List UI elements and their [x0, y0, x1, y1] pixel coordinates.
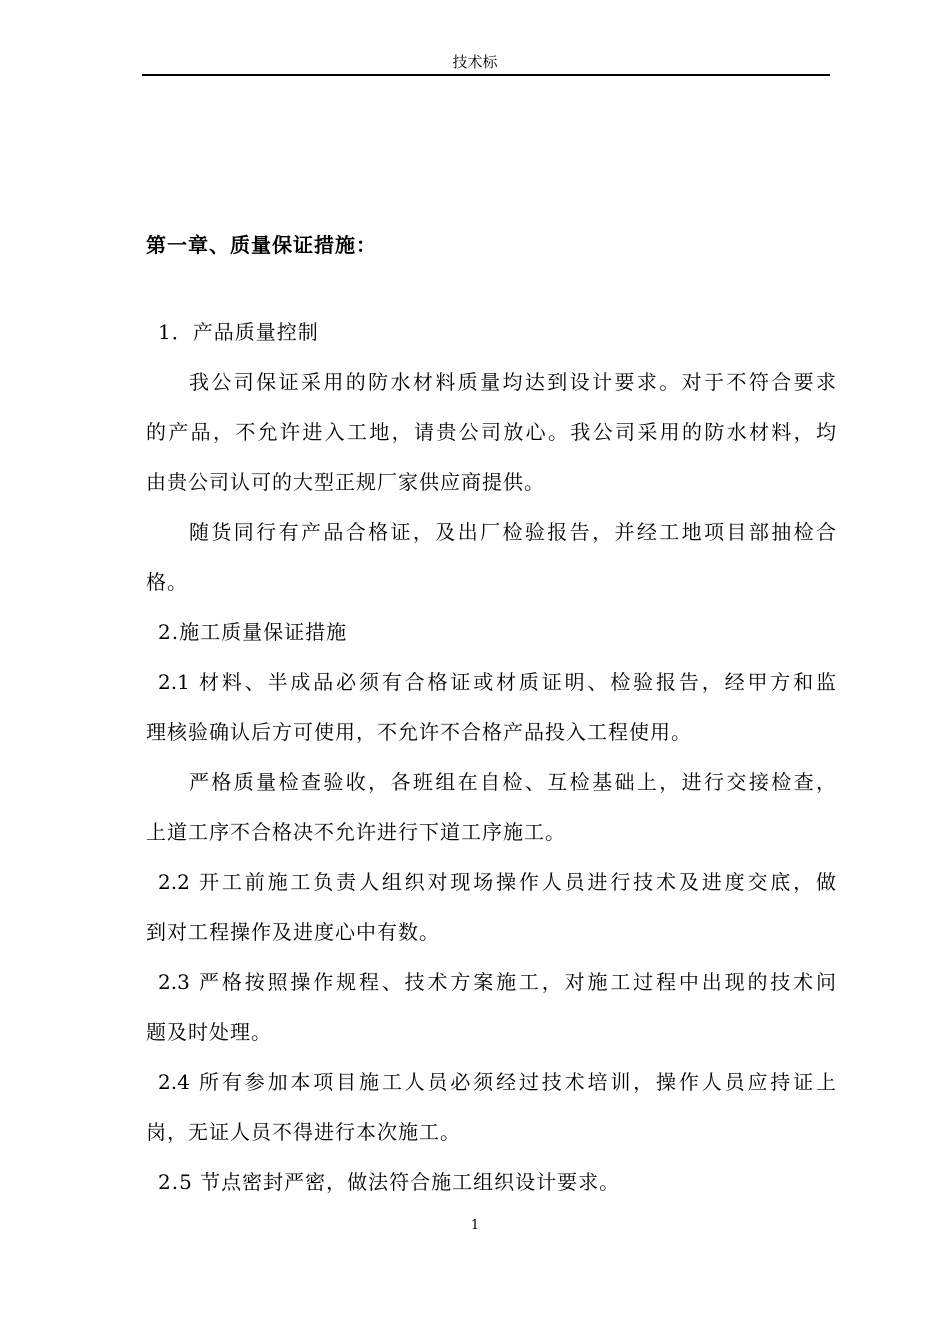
paragraph-line: 题及时处理。 [146, 1020, 272, 1044]
paragraph-line: 2.1 材料、半成品必须有合格证或材质证明、检验报告，经甲方和监 [158, 670, 836, 694]
paragraph-line: 2.2 开工前施工负责人组织对现场操作人员进行技术及进度交底，做 [158, 870, 836, 894]
header-divider [142, 74, 830, 76]
paragraph-line: 严格质量检查验收，各班组在自检、互检基础上，进行交接检查， [189, 770, 836, 794]
paragraph-line: 理核验确认后方可使用，不允许不合格产品投入工程使用。 [146, 720, 692, 744]
paragraph-line: 岗，无证人员不得进行本次施工。 [146, 1120, 461, 1144]
chapter-title: 第一章、质量保证措施： [146, 233, 377, 257]
section-heading-product-quality: 1．产品质量控制 [158, 320, 319, 344]
paragraph-line: 我公司保证采用的防水材料质量均达到设计要求。对于不符合要求 [189, 370, 836, 394]
paragraph-line: 2.3 严格按照操作规程、技术方案施工，对施工过程中出现的技术问 [158, 970, 836, 994]
page-number: 1 [470, 1218, 480, 1233]
paragraph-line: 由贵公司认可的大型正规厂家供应商提供。 [146, 470, 545, 494]
paragraph-line: 格。 [146, 570, 188, 594]
paragraph-line: 上道工序不合格决不允许进行下道工序施工。 [146, 820, 566, 844]
paragraph-line: 2.5 节点密封严密，做法符合施工组织设计要求。 [158, 1170, 621, 1194]
paragraph-line: 随货同行有产品合格证，及出厂检验报告，并经工地项目部抽检合 [189, 520, 836, 544]
paragraph-line: 2.4 所有参加本项目施工人员必须经过技术培训，操作人员应持证上 [158, 1070, 836, 1094]
section-heading-construction-quality: 2.施工质量保证措施 [158, 620, 348, 644]
paragraph-line: 的产品，不允许进入工地，请贵公司放心。我公司采用的防水材料，均 [146, 420, 836, 444]
title-spacer [146, 262, 836, 307]
paragraph-line: 到对工程操作及进度心中有数。 [146, 920, 440, 944]
document-body [146, 228, 836, 1207]
page-header-title: 技术标 [452, 53, 498, 71]
